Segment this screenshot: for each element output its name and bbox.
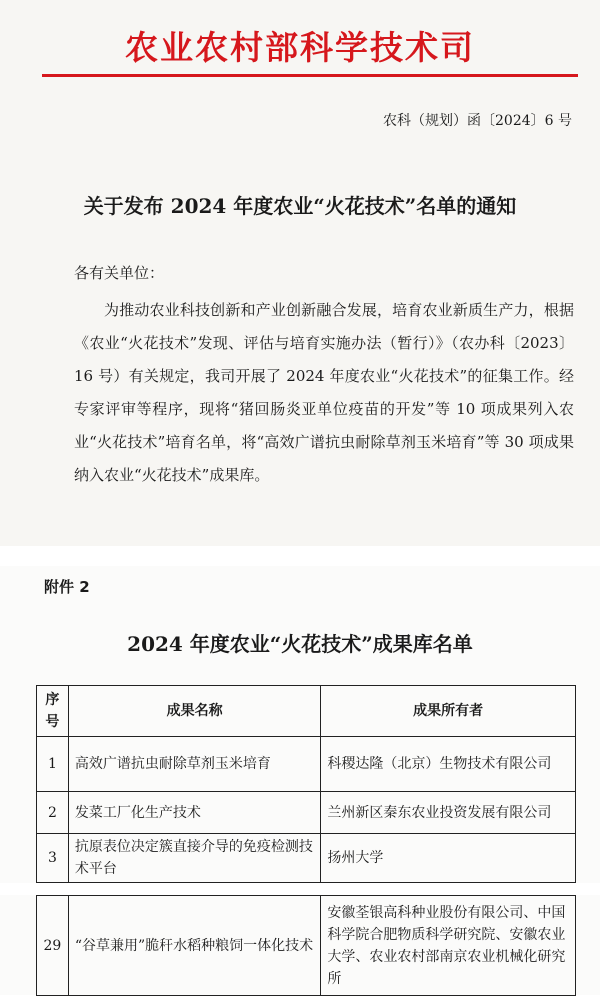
row-number: 3 <box>37 834 69 883</box>
table-header-row <box>37 686 576 737</box>
table-row <box>37 896 576 996</box>
page-gap <box>0 546 600 566</box>
notice-body: 为推动农业科技创新和产业创新融合发展，培育农业新质生产力，根据《农业“火花技术”发现、评估与培育实施办法（暂行）》（农办科〔2023〕16 号）有关规定，我司开展了 2024 年度农业“火花技术”的征集工作。经专家评审等程序，现将“猪回肠炎亚单位疫苗的开发”等 10 项成果列入农业“火花技术”培育名单，将“高效广谱抗虫耐除草剂玉米培育”等 30 项成果纳入农业“火花技术”成果库。 <box>74 301 574 484</box>
achievement-owner: 科稷达隆（北京）生物技术有限公司 <box>321 737 576 792</box>
achievement-name: 高效广谱抗虫耐除草剂玉米培育 <box>68 737 321 792</box>
row-number: 1 <box>37 737 69 792</box>
header-red-line <box>42 74 578 77</box>
row-number: 2 <box>37 792 69 834</box>
achievements-table <box>36 685 576 883</box>
achievement-name: 发菜工厂化生产技术 <box>68 792 321 834</box>
table-cut-gap <box>0 883 600 895</box>
notice-greeting: 各有关单位： <box>74 264 165 282</box>
achievement-owner: 扬州大学 <box>321 834 576 883</box>
achievements-table-continued <box>36 895 576 996</box>
achievement-name: 抗原表位决定簇直接介导的免疫检测技术平台 <box>68 834 321 883</box>
achievement-owner: 兰州新区秦东农业投资发展有限公司 <box>321 792 576 834</box>
row-number: 29 <box>37 896 69 996</box>
column-header-number: 序号 <box>37 686 69 737</box>
document-number: 农科（规划）函〔2024〕6 号 <box>383 113 572 129</box>
table-row <box>37 834 576 883</box>
org-header: 农业农村部科学技术司 <box>125 28 475 67</box>
table-row <box>37 737 576 792</box>
list-title: 2024 年度农业“火花技术”成果库名单 <box>127 632 473 656</box>
column-header-name: 成果名称 <box>68 686 321 737</box>
attachment-label: 附件 2 <box>44 578 90 596</box>
achievement-owner: 安徽荃银高科种业股份有限公司、中国科学院合肥物质科学研究院、安徽农业大学、农业农村部南京农业机械化研究所 <box>321 896 576 996</box>
notice-title: 关于发布 2024 年度农业“火花技术”名单的通知 <box>83 194 517 218</box>
column-header-owner: 成果所有者 <box>321 686 576 737</box>
table-row <box>37 792 576 834</box>
achievement-name: “谷草兼用”脆秆水稻种粮饲一体化技术 <box>68 896 321 996</box>
